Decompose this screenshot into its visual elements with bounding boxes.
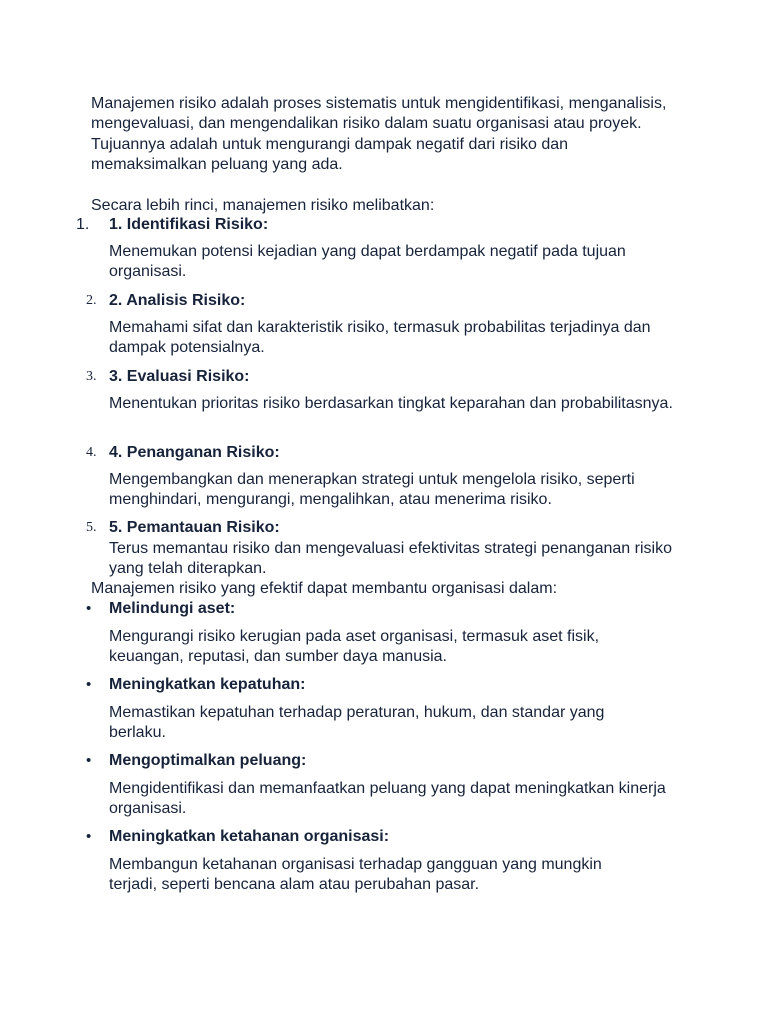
step-description: Menentukan prioritas risiko berdasarkan tingkat keparahan dan probabilitasnya. <box>109 395 673 412</box>
step-heading: 4. Penanganan Risiko: <box>109 444 280 461</box>
benefit-description: Memastikan kepatuhan terhadap peraturan, hukum, dan standar yang berlaku. <box>109 704 605 742</box>
benefits-lead-in: Manajemen risiko yang efektif dapat membantu organisasi dalam: <box>91 580 558 597</box>
list-marker: 3. <box>86 369 97 384</box>
benefit-description: Mengurangi risiko kerugian pada aset organisasi, termasuk aset fisik, keuangan, reputasi, dan sumber daya manusia. <box>109 628 600 666</box>
step-heading: 5. Pemantauan Risiko: <box>109 519 280 536</box>
list-marker: 4. <box>86 445 97 460</box>
bullet-icon: • <box>86 600 92 617</box>
benefit-description: Membangun ketahanan organisasi terhadap gangguan yang mungkin terjadi, seperti bencana alam atau perubahan pasar. <box>109 856 602 894</box>
step-description: Memahami sifat dan karakteristik risiko, termasuk probabilitas terjadinya dan dampak potensialnya. <box>109 319 651 357</box>
bullet-icon: • <box>86 676 92 693</box>
benefit-heading: Meningkatkan kepatuhan: <box>109 676 306 693</box>
benefit-heading: Meningkatkan ketahanan organisasi: <box>109 828 390 845</box>
step-description: Menemukan potensi kejadian yang dapat berdampak negatif pada tujuan organisasi. <box>109 243 626 281</box>
steps-lead-in: Secara lebih rinci, manajemen risiko melibatkan: <box>91 197 435 214</box>
step-description: Mengembangkan dan menerapkan strategi untuk mengelola risiko, seperti menghindari, mengurangi, mengalihkan, atau menerima risiko. <box>109 471 635 509</box>
list-marker: 1. <box>76 216 90 233</box>
intro-paragraph: Manajemen risiko adalah proses sistematis untuk mengidentifikasi, menganalisis, mengevaluasi, dan mengendalikan risiko dalam suatu organisasi atau proyek. Tujuannya adalah untuk mengurangi dampak negatif dari risiko dan memaksimalkan peluang yang ada. <box>91 95 667 174</box>
step-heading: 3. Evaluasi Risiko: <box>109 368 250 385</box>
benefit-description: Mengidentifikasi dan memanfaatkan peluang yang dapat meningkatkan kinerja organisasi. <box>109 780 666 818</box>
list-marker: 2. <box>86 293 97 308</box>
step-heading: 2. Analisis Risiko: <box>109 292 246 309</box>
bullet-icon: • <box>86 828 92 845</box>
step-description: Terus memantau risiko dan mengevaluasi efektivitas strategi penanganan risiko yang telah diterapkan. <box>109 540 672 578</box>
benefit-heading: Mengoptimalkan peluang: <box>109 752 307 769</box>
list-marker: 5. <box>86 520 97 535</box>
step-heading: 1. Identifikasi Risiko: <box>109 216 269 233</box>
benefit-heading: Melindungi aset: <box>109 600 236 617</box>
bullet-icon: • <box>86 752 92 769</box>
